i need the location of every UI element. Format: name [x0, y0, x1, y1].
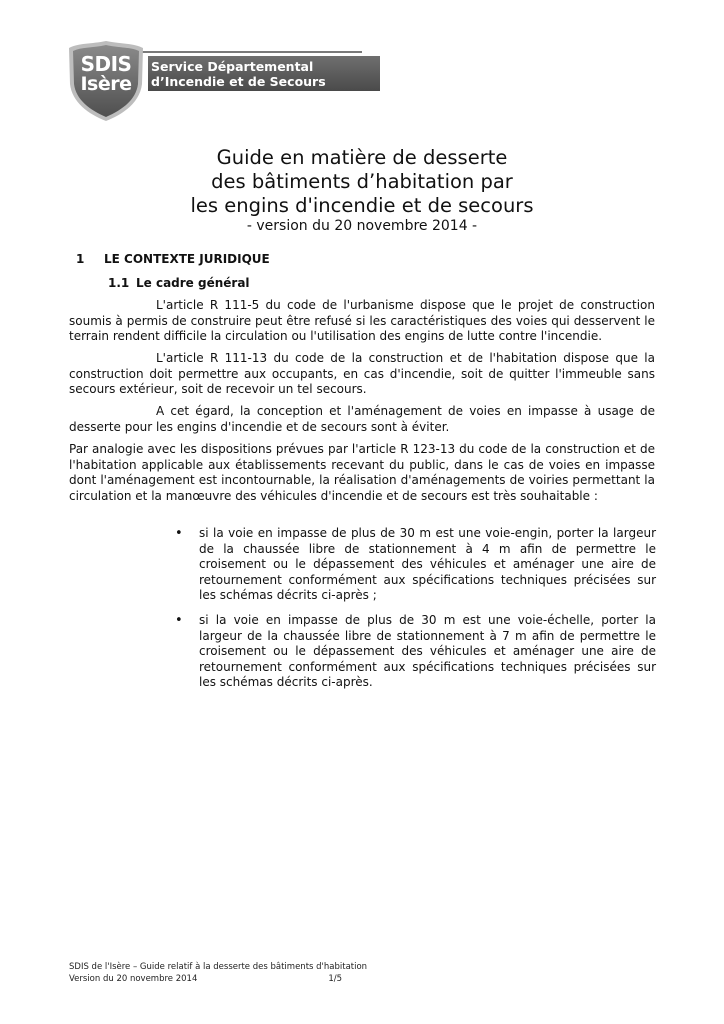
title-version: - version du 20 novembre 2014 - — [246, 218, 478, 234]
logo-shield-line2: Isère — [80, 73, 132, 95]
logo-shield-line1: SDIS — [80, 52, 132, 76]
title-line3: les engins d'incendie et de secours — [190, 194, 534, 217]
document-title — [0, 146, 724, 234]
shield-icon — [68, 40, 144, 122]
subsection-heading — [108, 276, 250, 290]
bullet-item — [175, 526, 656, 604]
footer-version: Version du 20 novembre 2014 — [69, 974, 198, 984]
bullet-icon: • — [175, 526, 183, 541]
bullet-list — [175, 526, 656, 604]
title-line1: Guide en matière de desserte — [216, 146, 508, 169]
subsection-title: Le cadre général — [136, 276, 250, 290]
bullet-item — [175, 613, 656, 691]
page-number: 1/5 — [328, 974, 343, 984]
bullet-text: si la voie en impasse de plus de 30 m est une voie-échelle, porter la largeur de la chaussée libre de stationnement à 7 m afin de permettre le croisement ou le dépassement des véhicules et aménager une aire de retournement conformément aux spécifications techniques précisées sur les schémas décrits ci-après. — [199, 613, 656, 689]
logo-banner-line1: Service Départemental — [151, 59, 314, 74]
bullet-text: si la voie en impasse de plus de 30 m est une voie-engin, porter la largeur de la chaussée libre de stationnement à 4 m afin de permettre le croisement ou le dépassement des véhicules et aménager une aire de retournement conformément aux spécifications techniques précisées sur les schémas décrits ci-après ; — [199, 526, 656, 602]
logo-banner — [148, 56, 380, 91]
subsection-number: 1.1 — [108, 276, 130, 290]
bullet-list — [175, 613, 656, 691]
footer-line2-row — [69, 973, 367, 985]
paragraph-2: L'article R 111-13 du code de la construction et de l'habitation dispose que la construction doit permettre aux occupants, en cas d'incendie, soit de quitter l'immeuble sans secours extérieur, soit de recevoir un tel secours. — [69, 351, 655, 396]
section-title: LE CONTEXTE JURIDIQUE — [104, 252, 270, 266]
section-heading — [76, 252, 270, 266]
bullet-icon: • — [175, 613, 183, 628]
paragraph-1: L'article R 111-5 du code de l'urbanisme dispose que le projet de construction soumis à permis de construire peut être refusé si les caractéristiques des voies qui desservent le terrain rendent difficile la circulation ou l'utilisation des engins de lutte contre l'incendie. — [69, 298, 655, 343]
page-footer — [69, 961, 367, 985]
section-number: 1 — [76, 252, 85, 266]
logo-rule — [130, 51, 362, 53]
title-line2: des bâtiments d’habitation par — [211, 170, 513, 193]
paragraph-4: Par analogie avec les dispositions prévues par l'article R 123-13 du code de la construction et de l'habitation applicable aux établissements recevant du public, dans le cas de voies en impasse dont l'aménagement est incontournable, la réalisation d'aménagements de voiries permettant la circulation et la manœuvre des véhicules d'incendie et de secours est très souhaitable : — [69, 442, 655, 503]
logo-banner-line2: d’Incendie et de Secours — [151, 74, 326, 89]
footer-line1: SDIS de l'Isère – Guide relatif à la desserte des bâtiments d'habitation — [69, 962, 368, 972]
sdis-logo — [68, 40, 364, 122]
paragraph-3: A cet égard, la conception et l'aménagement de voies en impasse à usage de desserte pour les engins d'incendie et de secours sont à éviter. — [69, 404, 655, 434]
